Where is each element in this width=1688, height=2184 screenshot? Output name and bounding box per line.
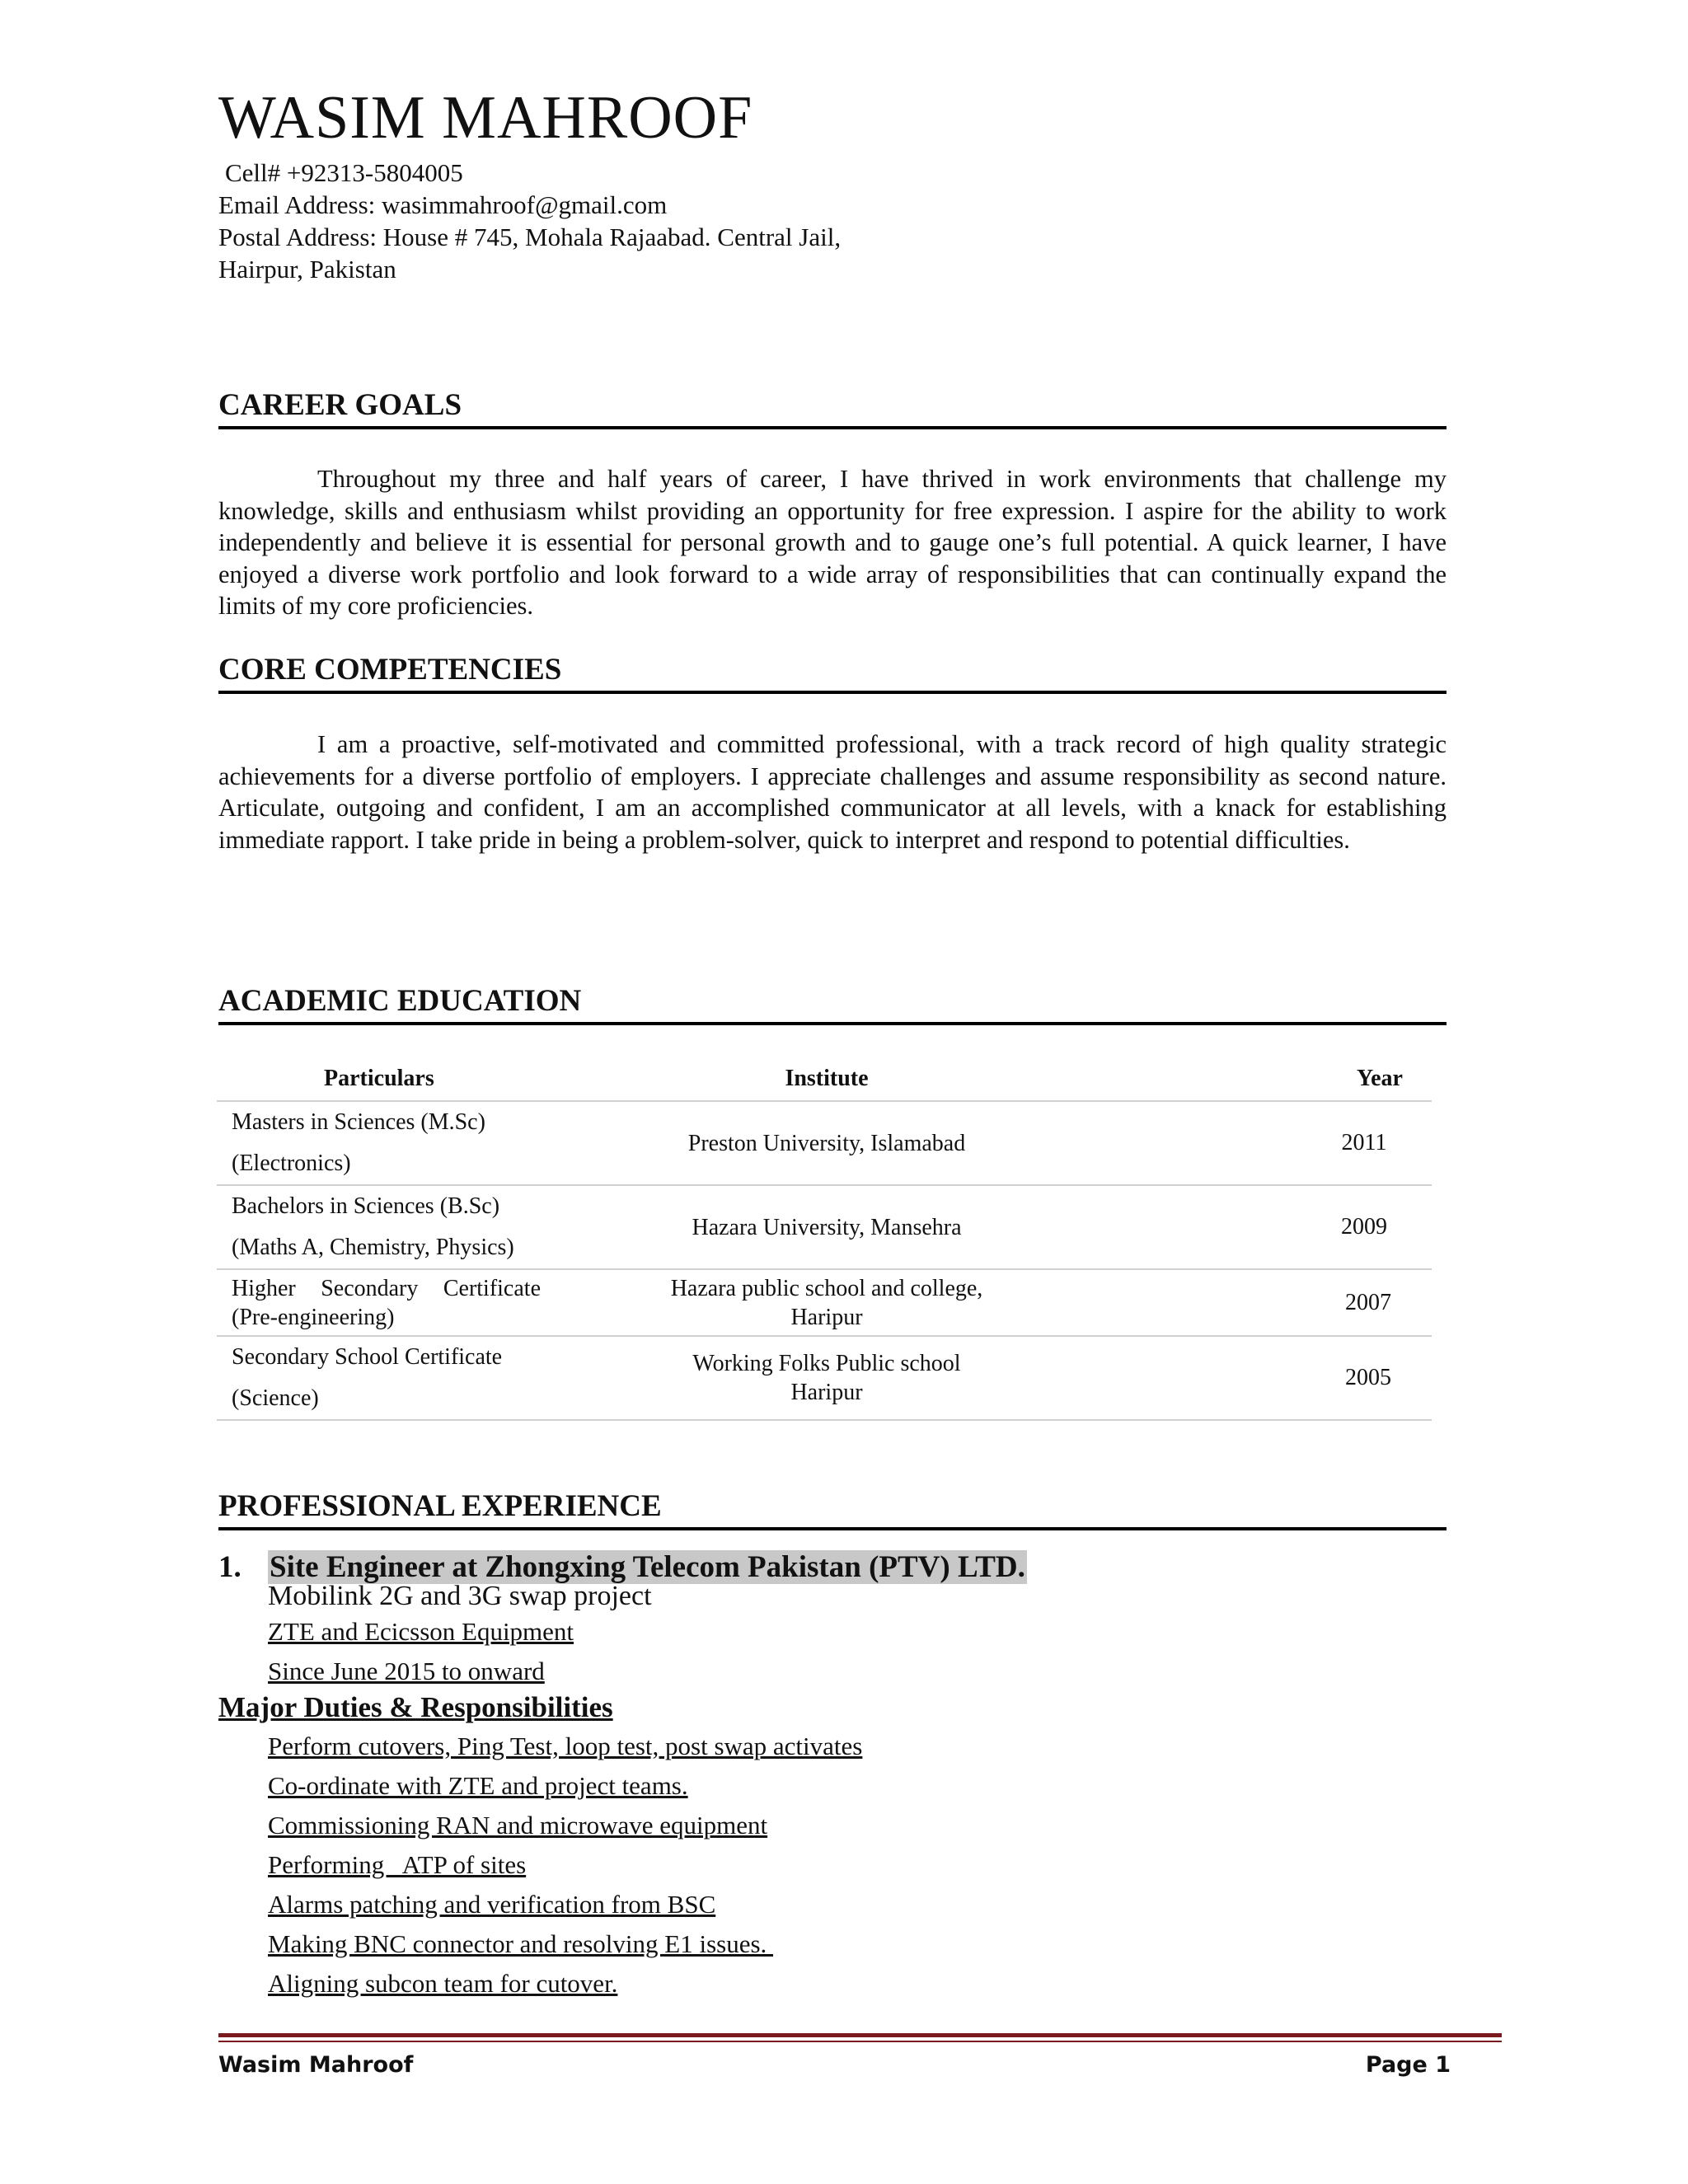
list-item: Alarms patching and verification from BSC [268,1890,716,1919]
career-goals-text: Throughout my three and half years of career, I have thrived in work environments that challenge my knowledge, skills and enthusiasm whilst providing an opportunity for free expression. I aspire for the ability to work independently and believe it is essential for personal growth and to gauge one’s full potential. A quick learner, I have enjoyed a diverse work portfolio and look forward to a wide array of responsibilities that can continually expand the limits of my core proficiencies. [218,465,1447,620]
institute-line-2: Haripur [790,1380,863,1405]
footer-name: Wasim Mahroof [218,2052,414,2078]
institute-line-1: Preston University, Islamabad [687,1130,966,1156]
footer-rule-thin [218,2041,1502,2042]
postal-address-line-1: Postal Address: House # 745, Mohala Rajaabad. Central Jail, [218,223,842,251]
table-row [217,1269,1432,1336]
project-name: Mobilink 2G and 3G swap project [268,1581,652,1611]
particular-line-2: (Maths A, Chemistry, Physics) [232,1235,514,1260]
core-competencies-text: I am a proactive, self-motivated and committed professional, with a track record of high quality strategic achievements for a diverse portfolio of employers. I appreciate challenges and assume responsibility as second nature. Articulate, outgoing and confident, I am an accomplished communicator at all levels, with a knack for establishing immediate rapport. I take pride in being a problem-solver, quick to interpret and respond to potential difficulties. [218,730,1447,854]
particular-line-1: Higher Secondary Certificate [232,1275,541,1301]
institute-line-2: Haripur [790,1304,863,1330]
cell-number: Cell# +92313-5804005 [225,158,463,187]
list-item: Co-ordinate with ZTE and project teams. [268,1771,688,1800]
year-cell: 2011 [1099,1101,1432,1185]
particulars-cell [217,1269,555,1336]
postal-address-line-2: Hairpur, Pakistan [218,255,396,284]
particular-line-1: Masters in Sciences (M.Sc) [232,1109,485,1135]
footer-rule-thick [218,2033,1502,2037]
education-header-row [217,1057,1432,1101]
year-cell: 2009 [1099,1185,1432,1269]
year-cell: 2007 [1099,1269,1432,1336]
equipment-line: ZTE and Ecicsson Equipment [268,1617,574,1646]
list-item: Aligning subcon team for cutover. [268,1969,618,1998]
column-header-year: Year [1099,1057,1432,1101]
core-competencies-heading: CORE COMPETENCIES [218,654,1447,694]
table-row [217,1101,1432,1185]
institute-line-1: Hazara University, Mansehra [692,1214,962,1240]
email-address: Email Address: wasimmahroof@gmail.com [218,190,668,219]
employment-period: Since June 2015 to onward [268,1657,545,1685]
institute-cell [555,1336,1099,1420]
particular-line-2: (Pre-engineering) [232,1304,395,1330]
academic-education-heading: ACADEMIC EDUCATION [218,985,1447,1025]
particulars-cell [217,1101,555,1185]
institute-line-1: Hazara public school and college, [670,1275,983,1301]
contact-block [218,157,841,285]
list-item: Commissioning RAN and microwave equipment [268,1811,768,1840]
institute-cell [555,1101,1099,1185]
institute-cell [555,1269,1099,1336]
list-item: Making BNC connector and resolving E1 issues. [268,1929,774,1958]
job-title-line [218,1549,1027,1585]
table-row [217,1336,1432,1420]
particular-line-1: Secondary School Certificate [232,1344,503,1370]
particulars-cell [217,1336,555,1420]
table-row [217,1185,1432,1269]
particular-line-2: (Electronics) [232,1151,351,1176]
particular-line-2: (Science) [232,1385,319,1411]
footer-page-number: Page 1 [1365,2052,1451,2078]
professional-experience-heading: PROFESSIONAL EXPERIENCE [218,1490,1447,1530]
duties-heading: Major Duties & Responsibilities [218,1691,613,1723]
particulars-cell [217,1185,555,1269]
career-goals-heading: CAREER GOALS [218,389,1447,429]
particular-line-1: Bachelors in Sciences (B.Sc) [232,1193,500,1219]
list-item: Perform cutovers, Ping Test, loop test, post swap activates [268,1732,863,1760]
candidate-name: WASIM MAHROOF [218,84,753,152]
column-header-particulars: Particulars [217,1057,555,1101]
institute-cell [555,1185,1099,1269]
list-item: Performing ATP of sites [268,1850,527,1879]
year-cell: 2005 [1099,1336,1432,1420]
job-title: Site Engineer at Zhongxing Telecom Pakistan (PTV) LTD. [270,1550,1025,1584]
institute-line-1: Working Folks Public school [692,1351,961,1376]
column-header-institute: Institute [555,1057,1099,1101]
education-table [217,1057,1432,1421]
duties-list [268,1727,862,2004]
job-number: 1. [218,1550,241,1584]
resume-page [218,0,1447,2184]
